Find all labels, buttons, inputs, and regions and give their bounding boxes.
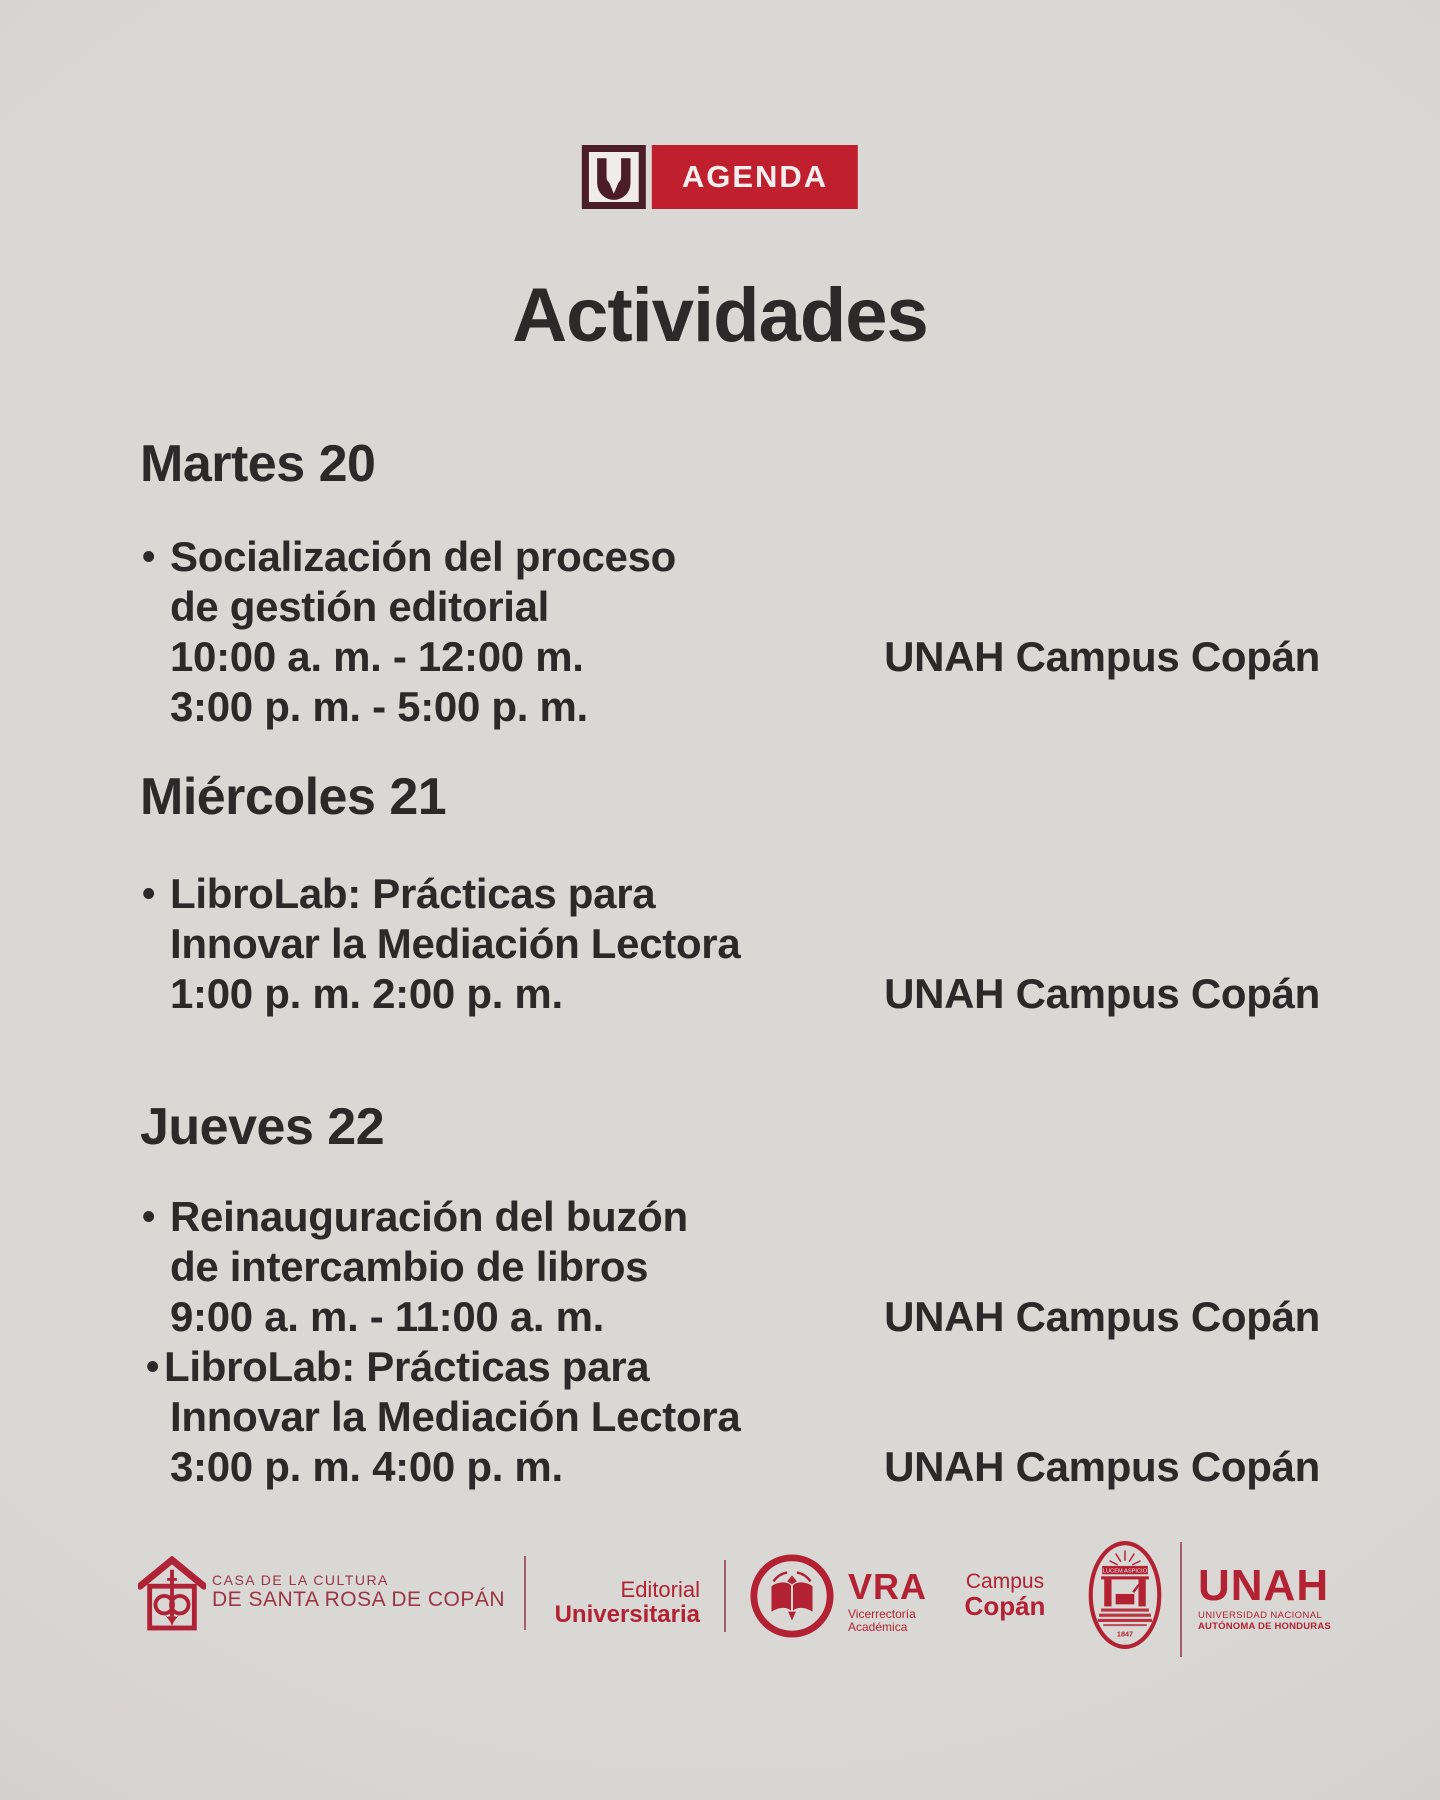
schedule-row [140, 632, 1320, 682]
divider [724, 1560, 726, 1632]
unah-sub2: AUTÓNOMA DE HONDURAS [1198, 1621, 1331, 1632]
location-label: UNAH Campus Copán [884, 970, 1320, 1017]
row-text: 10:00 a. m. - 12:00 m. [170, 633, 584, 680]
casa-line1: CASA DE LA CULTURA [212, 1572, 389, 1588]
row-text: LibroLab: Prácticas para [164, 1343, 650, 1390]
location-label: UNAH Campus Copán [884, 1293, 1320, 1340]
row-text: de gestión editorial [170, 583, 550, 630]
schedule-row [140, 532, 1320, 582]
schedule-row [140, 582, 1320, 632]
footer-logos [0, 1530, 1440, 1710]
day-section [140, 1099, 1320, 1492]
row-text: 3:00 p. m. - 5:00 p. m. [170, 683, 588, 730]
row-text: Innovar la Mediación Lectora [170, 920, 741, 967]
editorial-u-logo-svg [589, 152, 639, 202]
row-text: de intercambio de libros [170, 1243, 649, 1290]
schedule-row [140, 969, 1320, 1019]
row-text: Innovar la Mediación Lectora [170, 1393, 741, 1440]
divider [1180, 1542, 1182, 1657]
schedule-row [140, 682, 1320, 732]
casa-line2: DE SANTA ROSA DE COPÁN [212, 1588, 506, 1611]
editorial-u-logo-icon [582, 145, 646, 209]
schedule-row [140, 1292, 1320, 1342]
day-section [140, 436, 1320, 732]
seal-year: 1847 [1116, 1629, 1134, 1639]
editorial-line2: Universitaria [554, 1601, 700, 1628]
schedule-row [140, 869, 1320, 919]
row-text: 3:00 p. m. 4:00 p. m. [170, 1443, 563, 1490]
day-section [140, 769, 1320, 1019]
agenda-badge [582, 145, 858, 209]
unah-sub1: UNIVERSIDAD NACIONAL [1198, 1610, 1323, 1621]
location-label: UNAH Campus Copán [884, 1443, 1320, 1490]
vra-acronym: VRA [848, 1566, 928, 1607]
vra-label [848, 1566, 928, 1634]
campus-line1: Campus [965, 1570, 1045, 1593]
row-text: Reinauguración del buzón [170, 1193, 688, 1240]
bullet-icon: • [142, 1196, 156, 1238]
row-text: Socialización del proceso [170, 533, 676, 580]
row-text: 1:00 p. m. 2:00 p. m. [170, 970, 563, 1017]
schedule-row [140, 1442, 1320, 1492]
row-text: LibroLab: Prácticas para [170, 870, 656, 917]
page-title: Actividades [512, 273, 928, 358]
campus-line2: Copán [964, 1591, 1046, 1621]
editorial-line1: Editorial [620, 1577, 700, 1602]
unah-label [1198, 1561, 1331, 1632]
casa-de-la-cultura-icon [138, 1556, 206, 1637]
campus-copan-label [950, 1570, 1060, 1620]
casa-de-la-cultura-label [212, 1572, 505, 1612]
bullet-icon: • [146, 1346, 160, 1388]
bullet-icon: • [142, 536, 156, 578]
schedule-row [140, 919, 1320, 969]
seal-motto: LUCEM ASPICIO [1102, 1568, 1148, 1575]
divider [524, 1556, 526, 1630]
day-heading: Jueves 22 [140, 1098, 385, 1156]
vra-sub2: Académica [848, 1620, 908, 1634]
agenda-label: AGENDA [652, 145, 858, 209]
row-text: 9:00 a. m. - 11:00 a. m. [170, 1293, 605, 1340]
day-heading: Martes 20 [140, 435, 376, 493]
schedule-row [140, 1192, 1320, 1242]
vra-sub1: Vicerrectoría [848, 1607, 916, 1621]
location-label: UNAH Campus Copán [884, 633, 1320, 680]
day-heading: Miércoles 21 [140, 768, 447, 826]
bullet-icon: • [142, 873, 156, 915]
unah-seal-icon [1086, 1540, 1164, 1655]
schedule-row [140, 1242, 1320, 1292]
unah-acronym: UNAH [1198, 1561, 1330, 1610]
schedule-row [140, 1392, 1320, 1442]
editorial-universitaria-label [545, 1578, 700, 1628]
schedule-row [140, 1342, 1320, 1392]
vra-icon [748, 1552, 836, 1645]
